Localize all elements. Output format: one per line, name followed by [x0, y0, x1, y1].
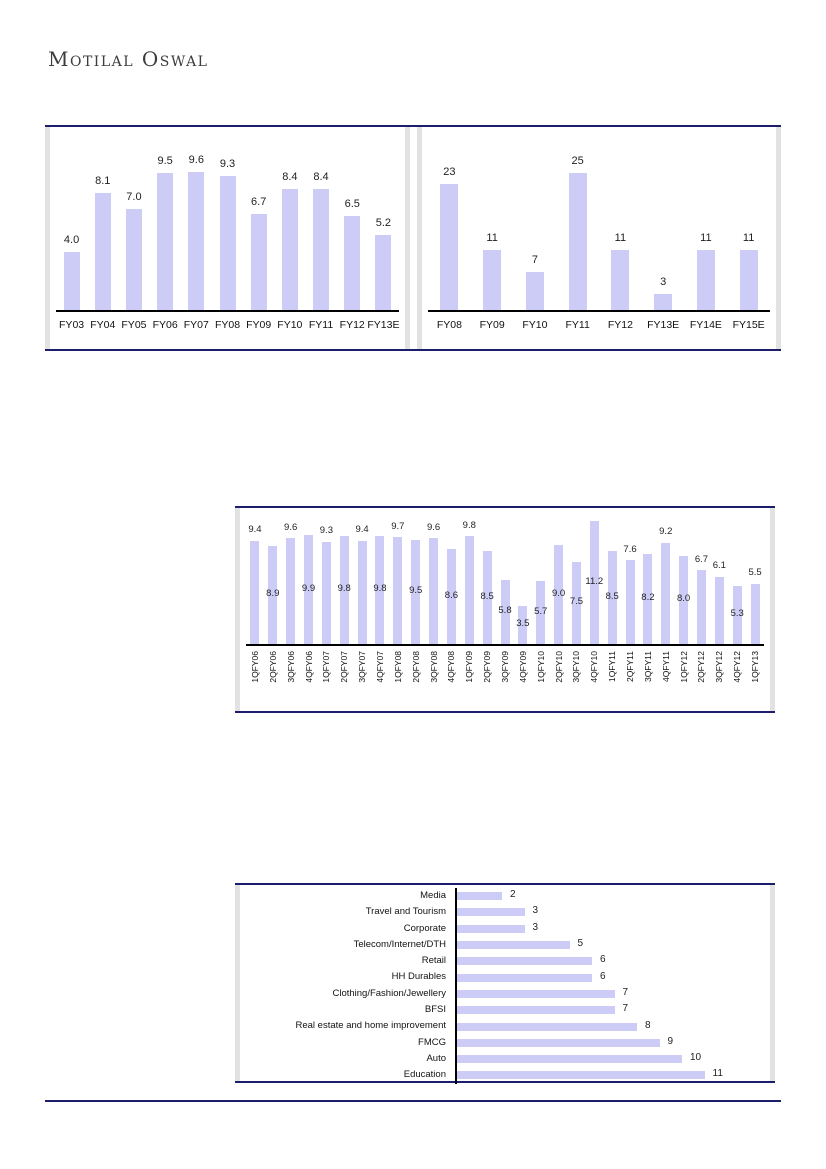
- category-label: Auto: [426, 1052, 446, 1064]
- bar-value-label: 11: [742, 231, 755, 244]
- x-axis-label: 3QFY07: [357, 651, 368, 683]
- bar: [457, 1071, 705, 1079]
- bar: [526, 272, 544, 311]
- bar-value-label: 6: [600, 970, 606, 982]
- x-axis-line: [428, 310, 770, 312]
- bar-value-label: 5.5: [748, 567, 762, 578]
- bar: [95, 193, 111, 310]
- bar-value-label: 9.2: [659, 526, 673, 538]
- category-label: FMCG: [418, 1036, 446, 1048]
- x-axis-label: 3QFY08: [428, 651, 439, 683]
- x-axis-label: FY07: [183, 319, 209, 331]
- x-axis-label: FY12: [339, 319, 365, 331]
- x-axis-label: FY08: [436, 319, 462, 331]
- x-axis-label: FY14E: [689, 319, 722, 331]
- bar-value-label: 9.3: [219, 158, 236, 171]
- x-axis-line: [56, 310, 399, 312]
- bar-value-label: 9: [667, 1035, 674, 1047]
- bar-value-label: 6.7: [694, 553, 709, 565]
- bar-value-label: 9.5: [157, 155, 173, 168]
- x-axis-label: 1QFY06: [249, 651, 260, 683]
- bar-value-label: 8.2: [641, 592, 655, 604]
- x-axis-label: FY09: [479, 319, 505, 331]
- x-axis-label: FY06: [152, 319, 178, 331]
- bar: [313, 189, 329, 310]
- x-axis-label: 2QFY10: [553, 651, 564, 683]
- category-label: Real estate and home improvement: [295, 1020, 446, 1032]
- x-axis-label: 3QFY09: [500, 651, 510, 683]
- bar: [220, 176, 236, 310]
- bar-value-label: 9.4: [355, 524, 369, 536]
- x-axis-label: FY12: [607, 319, 633, 331]
- x-axis-label: 2QFY08: [410, 651, 421, 683]
- x-axis-label: FY13E: [647, 319, 680, 331]
- x-axis-label: FY10: [277, 319, 303, 331]
- bar-value-label: 11: [614, 231, 627, 244]
- x-axis-label: FY11: [565, 319, 590, 331]
- chart-row-annual: [45, 125, 781, 351]
- bar-value-label: 3: [532, 921, 539, 933]
- bar-value-label: 9.8: [462, 519, 476, 531]
- bar-value-label: 5.2: [375, 217, 392, 230]
- bar-value-label: 11.2: [585, 575, 604, 587]
- bar-value-label: 25: [571, 154, 584, 167]
- bar-value-label: 9.6: [284, 521, 298, 533]
- bar-value-label: 23: [443, 165, 456, 178]
- bar-value-label: 9.6: [426, 521, 441, 533]
- x-axis-label: 2QFY11: [625, 651, 636, 683]
- category-label: BFSI: [424, 1004, 446, 1015]
- bar: [286, 538, 295, 644]
- x-axis-label: FY05: [121, 319, 147, 331]
- bar-value-label: 6.1: [712, 560, 726, 572]
- category-label: Clothing/Fashion/Jewellery: [332, 987, 446, 999]
- x-axis-label: 2QFY07: [339, 651, 350, 683]
- bar-value-label: 9.8: [373, 583, 387, 595]
- bar-value-label: 9.5: [409, 585, 423, 597]
- x-axis-label: 1QFY10: [535, 651, 546, 683]
- x-axis-label: 2QFY09: [482, 651, 493, 683]
- bar: [457, 1055, 682, 1063]
- bar-value-label: 6.5: [344, 198, 360, 211]
- x-axis-label: 4QFY09: [517, 651, 528, 683]
- bar: [661, 543, 670, 644]
- footer-rule: [45, 1100, 781, 1102]
- bar-value-label: 2: [510, 889, 516, 901]
- x-axis-label: FY03: [59, 319, 85, 331]
- bar: [611, 250, 629, 311]
- bar-value-label: 9.8: [337, 583, 351, 595]
- chart-canvas-annual-adex-growth: [50, 127, 405, 349]
- bar-value-label: 9.9: [301, 582, 316, 594]
- x-axis-label: 1QFY12: [678, 651, 689, 683]
- chart-annual-adex-growth: [45, 127, 410, 349]
- bar-value-label: 8.4: [313, 171, 329, 184]
- chart-adex-breakup-by-sector: [235, 885, 775, 1081]
- category-label: Telecom/Internet/DTH: [353, 938, 446, 950]
- x-axis-label: FY08: [214, 319, 241, 331]
- bar-value-label: 10: [690, 1052, 702, 1064]
- chart-canvas-annual-adex-estimates: [422, 127, 776, 349]
- bar: [654, 294, 672, 311]
- bar-value-label: 8: [645, 1019, 651, 1031]
- bar-value-label: 11: [712, 1068, 723, 1080]
- bar: [751, 584, 760, 645]
- category-label: Retail: [421, 955, 446, 967]
- bar-value-label: 4.0: [63, 234, 80, 247]
- brand-logo: Motilal Oswal: [48, 47, 209, 71]
- bar-value-label: 7.5: [569, 596, 584, 608]
- x-axis-label: FY15E: [732, 319, 765, 331]
- bar-value-label: 9.6: [188, 153, 204, 166]
- bar: [157, 173, 173, 310]
- bar-value-label: 7: [531, 253, 538, 266]
- x-axis-label: 2QFY12: [696, 651, 707, 683]
- bar: [715, 577, 724, 644]
- chart-row-quarterly: [235, 506, 775, 713]
- bar-value-label: 11: [700, 231, 712, 244]
- bar: [457, 1039, 660, 1047]
- bar: [282, 189, 298, 310]
- bar-value-label: 3.5: [516, 618, 530, 630]
- bar-value-label: 9.0: [551, 587, 566, 599]
- x-axis-label: FY04: [90, 319, 116, 331]
- x-axis-label: FY11: [308, 319, 334, 331]
- x-axis-label: FY13E: [367, 319, 400, 331]
- bar: [393, 537, 402, 644]
- category-label: Travel and Tourism: [365, 906, 446, 918]
- chart-annual-adex-estimates: [417, 127, 781, 349]
- bar-value-label: 8.4: [282, 171, 298, 184]
- x-axis-label: 1QFY09: [464, 651, 475, 683]
- bar-value-label: 3: [660, 275, 667, 288]
- x-axis-line: [246, 644, 764, 646]
- x-axis-label: 2QFY06: [267, 651, 278, 683]
- x-axis-label: 3QFY10: [571, 651, 582, 683]
- category-label: Media: [420, 889, 446, 901]
- chart-row-sector: [235, 883, 775, 1083]
- bar-value-label: 9.7: [391, 520, 405, 532]
- bar: [188, 172, 204, 310]
- bar: [483, 250, 501, 311]
- x-axis-label: 3QFY06: [285, 651, 296, 683]
- bar-value-label: 8.9: [266, 588, 280, 600]
- bar: [465, 536, 474, 644]
- bar: [626, 560, 635, 644]
- bar: [250, 541, 259, 644]
- bar: [697, 570, 706, 644]
- bar-value-label: 9.3: [319, 525, 333, 537]
- bar: [740, 250, 758, 311]
- bar: [457, 941, 570, 949]
- chart-canvas-quarterly-adex-growth: [240, 508, 770, 711]
- category-label: Education: [403, 1069, 446, 1081]
- bar-value-label: 5.7: [534, 606, 548, 617]
- x-axis-label: 4QFY12: [732, 651, 743, 683]
- bar: [358, 541, 367, 644]
- x-axis-label: 3QFY11: [642, 651, 653, 683]
- bar-value-label: 8.6: [444, 590, 459, 602]
- x-axis-label: FY09: [246, 319, 272, 331]
- x-axis-label: 4QFY06: [303, 651, 314, 683]
- x-axis-label: 1QFY08: [392, 651, 403, 683]
- bar-value-label: 7.0: [126, 191, 142, 204]
- bar: [457, 974, 592, 982]
- bar: [457, 892, 502, 900]
- bar: [64, 252, 80, 310]
- bar: [457, 908, 525, 916]
- bar-value-label: 9.4: [248, 524, 262, 536]
- bar-value-label: 11: [486, 231, 498, 244]
- bar: [457, 1006, 615, 1014]
- x-axis-label: 1QFY07: [321, 651, 332, 683]
- category-label: HH Durables: [391, 971, 446, 983]
- bar-value-label: 6.7: [251, 195, 267, 208]
- x-axis-label: 3QFY12: [714, 651, 725, 683]
- bar-value-label: 3: [532, 905, 539, 917]
- bar-value-label: 5: [577, 938, 584, 950]
- bar-value-label: 5.8: [498, 605, 512, 617]
- x-axis-label: 1QFY13: [750, 651, 761, 683]
- bar-value-label: 8.5: [605, 590, 619, 602]
- bar-value-label: 8.5: [480, 590, 494, 602]
- x-axis-label: 4QFY08: [446, 651, 457, 683]
- bar: [344, 216, 360, 310]
- bar: [697, 250, 715, 311]
- x-axis-label: FY10: [522, 319, 548, 331]
- bar-value-label: 7.6: [623, 543, 637, 555]
- x-axis-label: 4QFY07: [374, 651, 385, 683]
- x-axis-label: 4QFY11: [660, 651, 671, 683]
- x-axis-label: 1QFY11: [607, 651, 618, 683]
- bar-value-label: 5.3: [730, 608, 744, 620]
- bar: [429, 538, 438, 644]
- bar: [457, 990, 615, 998]
- bar: [375, 235, 391, 310]
- category-label: Corporate: [403, 922, 446, 934]
- bar-value-label: 8.0: [677, 593, 691, 605]
- bar: [569, 173, 587, 311]
- bar: [457, 925, 525, 933]
- x-axis-label: 4QFY10: [589, 651, 600, 683]
- chart-canvas-adex-breakup-by-sector: [240, 885, 770, 1081]
- bar: [126, 209, 142, 310]
- bar-value-label: 7: [622, 1003, 629, 1015]
- bar-value-label: 7: [622, 986, 629, 998]
- bar-value-label: 6: [600, 954, 606, 966]
- bar-value-label: 8.1: [95, 175, 111, 188]
- bar: [251, 214, 267, 310]
- bar: [457, 957, 592, 965]
- bar: [440, 184, 458, 311]
- bar: [457, 1023, 637, 1031]
- chart-quarterly-adex-growth: [235, 508, 775, 711]
- bar: [322, 542, 331, 644]
